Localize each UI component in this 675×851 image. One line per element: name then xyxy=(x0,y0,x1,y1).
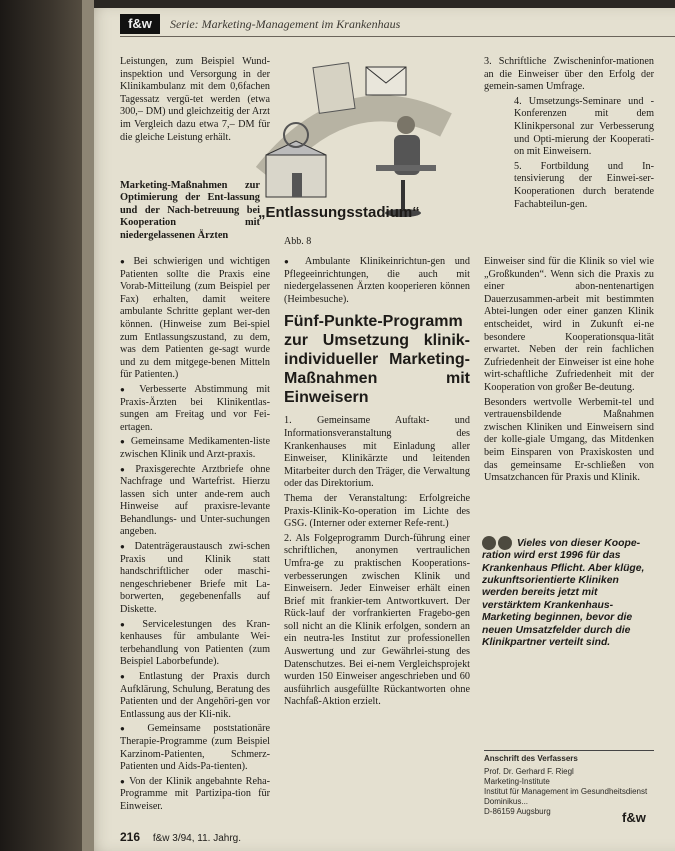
list-item: 5. Fortbildung und In-tensivierung der Einwei-ser-Kooperationen durch beratende Fachabteilun-gen. xyxy=(514,160,654,210)
section-heading: Fünf-Punkte-Programm zur Umsetzung klinik-individueller Marketing-Maßnahmen mit Einweisern xyxy=(284,313,470,407)
section-subheading: Marketing-Maßnahmen zur Optimierung der Ent-lassung und der Nach-betreuung bei Kooperation mit niedergelassenen Ärzten xyxy=(120,180,260,241)
author-line: Institut für Management im Gesundheitsdienst xyxy=(484,787,648,796)
bullet-item: ● Entlastung der Praxis durch Aufklärung, Schulung, Beratung des Patienten und der Angehöri-gen vor Entlassung aus der Kli-nik. xyxy=(120,671,270,721)
intro-text: Leistungen, zum Beispiel Wund-inspektion und Versorgung in der Klinikambulanz mit dem 0,6fachen Tagessatz vergü-tet werden (etwa 300,– DM) und gleichzeitig der Arzt im Vergleich dazu etwa 7,– DM für die gleiche Leistung erhält. xyxy=(120,56,270,143)
pull-quote xyxy=(482,536,652,649)
bullet-item: ● Verbesserte Abstimmung mit Praxis-Ärzten bei Klinikentlas-sungen am Freitag und vor Fei-ertagen. xyxy=(120,384,270,434)
bullet-item: ● Bei schwierigen und wichtigen Patienten sollte die Praxis eine Vorab-Mitteilung (zum Beispiel per Fax) erhalten, damit weitere ambulante Schritte geplant wer-den können. (Hinweise zum Bei-spiel zum Entlassungszustand, zu dem, was dem Patienten ge-sagt wurde und zu dem mitgege-benen Mitteln für Patienten.) xyxy=(120,256,270,382)
author-title: Anschrift des Verfassers xyxy=(484,750,654,764)
list-item: 3. Schriftliche Zwischeninfor-mationen an die Einweiser über den Erfolg der gemein-samen Umfrage. xyxy=(484,56,654,93)
paragraph: Thema der Veranstaltung: Erfolgreiche Praxis-Klinik-Ko-operation im Lichte des GSG. (Interner oder externer Refe-rent.) xyxy=(284,492,470,530)
journal-logo: f&w xyxy=(120,14,160,34)
page-footer xyxy=(120,830,241,844)
column-3-list xyxy=(484,56,654,213)
bullet-item: ● Gemeinsame Medikamenten-liste zwischen Klinik und Arzt-praxis. xyxy=(120,436,270,461)
paragraph: Einweiser sind für die Klinik so viel wie „Großkunden“. Wenn sich die Praxis zu einer abon-nentenartigen Dauerzusammen-arbeit mit bestimmten Abtei-lungen oder einer ganzen Klinik entscheidet, wird in Zukunft ei-ne besondere Kooperationsqua-lität erwartet. Neben der rein fachlichen Zufriedenheit der Einweiser ist eine hohe wirt-schaftliche Zufriedenheit mit der Kooperation von großer Be-deutung. xyxy=(484,256,654,393)
bullet-item: ● Servicelestungen des Kran-kenhauses für ambulante Wei-terbehandlung von Patienten (zum Beispiel Laborbefunde). xyxy=(120,619,270,669)
quote-mark-icon xyxy=(498,536,512,550)
bullet-item: ● Ambulante Klinikeinrichtun-gen und Pflegeeinrichtungen, die auch mit niedergelassenen Ärzten kooperieren können (Heimbesuche). xyxy=(284,256,470,306)
page-edge xyxy=(82,0,94,851)
footer-logo: f&w xyxy=(622,810,646,825)
paragraph: 2. Als Folgeprogramm Durch-führung einer schriftlichen, anonymen vertraulichen Umfra-ge zu praktischen Kooperations-verbesserungen zwischen Klinik und Einweisern. Jeder Einweiser erhält einen Brief mit frankier-tem Antwortkuvert. Der Rück-lauf der vorfrankierten Fragebo-gen soll nicht an die Klinik erfolgen, sondern an ein neutra-les Institut zur professionellen Auswertung und zur Gewährlei-stung des Datenschutzes. Bei ei-nem Vergleichsprojekt wurden 150 Einweiser angeschrieben und 60 ausführlich ausgefüllte Rückantworten ohne Nachfaß-Aktion erzielt. xyxy=(284,532,470,708)
paragraph: 1. Gemeinsame Auftakt- und Informationsveranstaltung des Krankenhauses mit Einladung aller Einweiser, Klinikärzte und leitenden Mitarbeiter durch den Träger, die Verwaltung oder das Direktorium. xyxy=(284,415,470,490)
column-1-bullets xyxy=(120,256,270,816)
quote-mark-icon xyxy=(482,536,496,550)
column-1 xyxy=(120,56,270,146)
column-2 xyxy=(284,256,470,711)
paragraph: Besonders wertvolle Werbemit-tel und vertrauensbildende Maßnahmen zwischen Kliniken und Einweisern sind der kolle-giale Umgang, das Mitdenken beim Einsparen von Praxiskosten und das gemeinsame Er-schließen von Umsatzchancen für Praxis und Klinik. xyxy=(484,396,654,484)
figure-label: Abb. 8 xyxy=(284,236,312,247)
page-header xyxy=(120,14,675,37)
series-title: Serie: Marketing-Management im Krankenhaus xyxy=(170,17,401,31)
bullet-item: ● Gemeinsame poststationäre Therapie-Programme (zum Beispiel Karzinom-Patienten, Schmerz-Patienten und Aids-Pa-tienten). xyxy=(120,723,270,773)
bullet-item: ● Datenträgeraustausch zwi-schen Praxis und Klinik statt handschriftlicher oder maschi-nengeschriebener Briefe mit La-borwerten, gegebenenfalls auf Diskette. xyxy=(120,541,270,617)
author-line: Marketing-Institute xyxy=(484,777,550,786)
figure-caption: „Entlassungsstadium“ xyxy=(258,204,420,221)
author-line: Dominikus... xyxy=(484,797,529,806)
bullet-item: ● Praxisgerechte Arztbriefe ohne Nachfrage und Wartefrist. Hierzu lassen sich unter ande-rem auch Hinweise auf praxisre-levante Behandlungs- und Unter-suchungen angeben. xyxy=(120,464,270,540)
quote-text: Vieles von dieser Koope-ration wird erst 1996 für das Krankenhaus Pflicht. Aber klüge, zukunftsorientierte Kliniken werden bereits jetzt mit verstärktem Krankenhaus-Marketing beginnen, bevor die neuen Umsatzfelder durch die Klinikpartner verteilt sind. xyxy=(482,537,645,648)
page-number: 216 xyxy=(120,830,141,844)
book-binding xyxy=(0,0,90,851)
list-item: 4. Umsetzungs-Seminare und -Konferenzen mit dem Klinikpersonal zur Verbesserung und Opti-mierung der Kooperati-on mit Einweisern. xyxy=(514,95,654,158)
author-line: D-86159 Augsburg xyxy=(484,807,551,816)
column-3-body xyxy=(484,256,654,487)
author-line: Prof. Dr. Gerhard F. Riegl xyxy=(484,767,574,776)
author-box xyxy=(484,750,654,817)
bullet-item: ● Von der Klinik angebahnte Reha-Programme mit Partizipa-tion für Einweiser. xyxy=(120,776,270,814)
issue-info: f&w 3/94, 11. Jahrg. xyxy=(152,833,242,844)
